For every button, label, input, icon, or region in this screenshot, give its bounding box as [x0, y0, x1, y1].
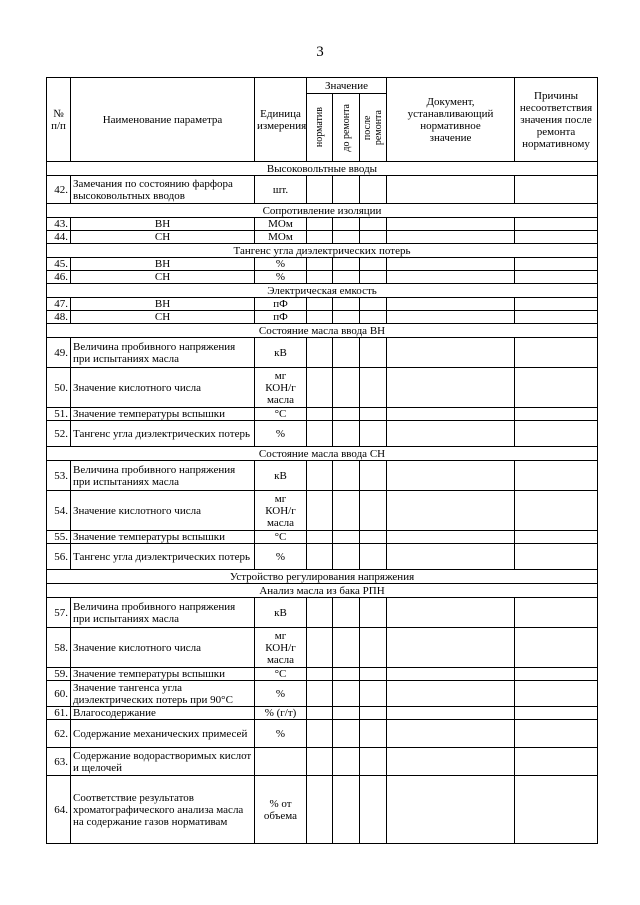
value-before-cell[interactable] [333, 707, 360, 720]
row-number: 52. [47, 421, 71, 447]
parameter-name: СН [71, 311, 255, 324]
value-normative-cell[interactable] [307, 748, 333, 776]
value-after-cell[interactable] [360, 218, 387, 231]
document-cell[interactable] [387, 461, 515, 491]
value-before-cell[interactable] [333, 368, 360, 408]
value-before-cell[interactable] [333, 231, 360, 244]
value-after-cell[interactable] [360, 408, 387, 421]
row-number: 47. [47, 298, 71, 311]
value-normative-cell[interactable] [307, 776, 333, 844]
unit-cell: кВ [255, 461, 307, 491]
value-after-cell[interactable] [360, 231, 387, 244]
row-number: 58. [47, 628, 71, 668]
table-row [47, 531, 598, 544]
reasons-cell[interactable] [515, 231, 598, 244]
value-before-cell[interactable] [333, 258, 360, 271]
document-cell[interactable] [387, 531, 515, 544]
reasons-cell[interactable] [515, 338, 598, 368]
row-number: 50. [47, 368, 71, 408]
reasons-cell[interactable] [515, 707, 598, 720]
unit-cell: шт. [255, 176, 307, 204]
section-row [47, 584, 598, 598]
value-before-cell[interactable] [333, 531, 360, 544]
row-number: 61. [47, 707, 71, 720]
value-normative-cell[interactable] [307, 707, 333, 720]
table-row [47, 298, 598, 311]
unit-cell: °С [255, 668, 307, 681]
table-row [47, 628, 598, 668]
row-number: 64. [47, 776, 71, 844]
value-before-cell[interactable] [333, 628, 360, 668]
value-before-cell[interactable] [333, 176, 360, 204]
unit-cell: мг КОН/г масла [255, 491, 307, 531]
value-before-cell[interactable] [333, 461, 360, 491]
document-cell[interactable] [387, 707, 515, 720]
value-before-cell[interactable] [333, 338, 360, 368]
value-after-cell[interactable] [360, 531, 387, 544]
row-number: 48. [47, 311, 71, 324]
parameter-name: СН [71, 271, 255, 284]
value-after-cell[interactable] [360, 298, 387, 311]
unit-cell: % [255, 258, 307, 271]
parameter-name: Величина пробивного напряжения при испытаниях масла [71, 598, 255, 628]
parameter-name: Тангенс угла диэлектрических потерь [71, 544, 255, 570]
reasons-cell[interactable] [515, 544, 598, 570]
value-normative-cell[interactable] [307, 531, 333, 544]
value-normative-cell[interactable] [307, 408, 333, 421]
row-number: 57. [47, 598, 71, 628]
row-number: 51. [47, 408, 71, 421]
row-number: 44. [47, 231, 71, 244]
row-number: 49. [47, 338, 71, 368]
header-name: Наименование параметра [71, 78, 255, 162]
table-row [47, 311, 598, 324]
table-row [47, 491, 598, 531]
value-after-cell[interactable] [360, 707, 387, 720]
header-value-before-repair: до ремонта [333, 94, 360, 162]
value-before-cell[interactable] [333, 298, 360, 311]
table-row [47, 338, 598, 368]
table-row [47, 421, 598, 447]
value-normative-cell[interactable] [307, 298, 333, 311]
unit-cell: °С [255, 531, 307, 544]
value-before-cell[interactable] [333, 218, 360, 231]
row-number: 54. [47, 491, 71, 531]
parameter-name: ВН [71, 258, 255, 271]
parameter-name: Соответствие результатов хроматографического анализа масла на содержание газов нормативам [71, 776, 255, 844]
unit-cell [255, 748, 307, 776]
header-unit: Единица измерения [255, 78, 307, 162]
value-normative-cell[interactable] [307, 271, 333, 284]
row-number: 62. [47, 720, 71, 748]
reasons-cell[interactable] [515, 408, 598, 421]
unit-cell: кВ [255, 338, 307, 368]
value-after-cell[interactable] [360, 720, 387, 748]
parameter-name: Содержание механических примесей [71, 720, 255, 748]
document-cell[interactable] [387, 598, 515, 628]
document-cell[interactable] [387, 298, 515, 311]
section-row [47, 324, 598, 338]
header-value-after-repair: после ремонта [360, 94, 387, 162]
parameter-name: Значение тангенса угла диэлектрических потерь при 90°С [71, 681, 255, 707]
value-after-cell[interactable] [360, 544, 387, 570]
table-row [47, 776, 598, 844]
reasons-cell[interactable] [515, 258, 598, 271]
value-before-cell[interactable] [333, 748, 360, 776]
row-number: 59. [47, 668, 71, 681]
header-num: № п/п [47, 78, 71, 162]
header-document: Документ, устанавливающий нормативное значение [387, 78, 515, 162]
reasons-cell[interactable] [515, 461, 598, 491]
value-after-cell[interactable] [360, 338, 387, 368]
value-before-cell[interactable] [333, 681, 360, 707]
section-title: Устройство регулирования напряжения [47, 570, 598, 584]
value-normative-cell[interactable] [307, 628, 333, 668]
document-cell[interactable] [387, 258, 515, 271]
value-normative-cell[interactable] [307, 258, 333, 271]
table-row [47, 231, 598, 244]
unit-cell: мг КОН/г масла [255, 628, 307, 668]
section-row [47, 284, 598, 298]
value-before-cell[interactable] [333, 408, 360, 421]
parameter-name: Значение кислотного числа [71, 491, 255, 531]
document-cell[interactable] [387, 176, 515, 204]
document-cell[interactable] [387, 368, 515, 408]
document-cell[interactable] [387, 681, 515, 707]
value-before-cell[interactable] [333, 776, 360, 844]
row-number: 55. [47, 531, 71, 544]
value-after-cell[interactable] [360, 748, 387, 776]
reasons-cell[interactable] [515, 491, 598, 531]
document-cell[interactable] [387, 231, 515, 244]
value-before-cell[interactable] [333, 668, 360, 681]
table-row [47, 668, 598, 681]
parameter-name: Значение температуры вспышки [71, 531, 255, 544]
value-before-cell[interactable] [333, 311, 360, 324]
reasons-cell[interactable] [515, 598, 598, 628]
table-row [47, 368, 598, 408]
unit-cell: % [255, 271, 307, 284]
table-row [47, 707, 598, 720]
parameter-name: Тангенс угла диэлектрических потерь [71, 421, 255, 447]
value-after-cell[interactable] [360, 598, 387, 628]
value-after-cell[interactable] [360, 258, 387, 271]
header-value-normative: норматив [307, 94, 333, 162]
unit-cell: мг КОН/г масла [255, 368, 307, 408]
parameter-name: Значение температуры вспышки [71, 408, 255, 421]
document-cell[interactable] [387, 338, 515, 368]
row-number: 46. [47, 271, 71, 284]
value-normative-cell[interactable] [307, 491, 333, 531]
value-after-cell[interactable] [360, 668, 387, 681]
parameter-name: Влагосодержание [71, 707, 255, 720]
reasons-cell[interactable] [515, 421, 598, 447]
document-cell[interactable] [387, 271, 515, 284]
reasons-cell[interactable] [515, 776, 598, 844]
value-normative-cell[interactable] [307, 461, 333, 491]
document-cell[interactable] [387, 408, 515, 421]
document-cell[interactable] [387, 668, 515, 681]
value-before-cell[interactable] [333, 271, 360, 284]
parameter-name: ВН [71, 298, 255, 311]
reasons-cell[interactable] [515, 218, 598, 231]
reasons-cell[interactable] [515, 311, 598, 324]
unit-cell: кВ [255, 598, 307, 628]
row-number: 42. [47, 176, 71, 204]
document-cell[interactable] [387, 748, 515, 776]
document-cell[interactable] [387, 776, 515, 844]
unit-cell: °С [255, 408, 307, 421]
reasons-cell[interactable] [515, 176, 598, 204]
reasons-cell[interactable] [515, 531, 598, 544]
reasons-cell[interactable] [515, 720, 598, 748]
table-row [47, 544, 598, 570]
unit-cell: % [255, 681, 307, 707]
section-row [47, 244, 598, 258]
document-cell[interactable] [387, 544, 515, 570]
unit-cell: % [255, 544, 307, 570]
unit-cell: % [255, 421, 307, 447]
table-row [47, 271, 598, 284]
table-row [47, 681, 598, 707]
value-after-cell[interactable] [360, 368, 387, 408]
parameter-name: Значение температуры вспышки [71, 668, 255, 681]
value-normative-cell[interactable] [307, 421, 333, 447]
table-row [47, 598, 598, 628]
reasons-cell[interactable] [515, 668, 598, 681]
section-row [47, 162, 598, 176]
document-cell[interactable] [387, 421, 515, 447]
value-after-cell[interactable] [360, 491, 387, 531]
value-after-cell[interactable] [360, 271, 387, 284]
value-after-cell[interactable] [360, 461, 387, 491]
parameter-name: ВН [71, 218, 255, 231]
section-title: Сопротивление изоляции [47, 204, 598, 218]
reasons-cell[interactable] [515, 628, 598, 668]
value-normative-cell[interactable] [307, 668, 333, 681]
parameters-table [46, 77, 598, 844]
row-number: 60. [47, 681, 71, 707]
row-number: 45. [47, 258, 71, 271]
section-title: Электрическая емкость [47, 284, 598, 298]
document-cell[interactable] [387, 491, 515, 531]
unit-cell: % от объема [255, 776, 307, 844]
value-normative-cell[interactable] [307, 338, 333, 368]
parameter-name: Значение кислотного числа [71, 368, 255, 408]
section-row [47, 204, 598, 218]
row-number: 63. [47, 748, 71, 776]
section-title: Высоковольтные вводы [47, 162, 598, 176]
parameter-name: СН [71, 231, 255, 244]
section-title: Состояние масла ввода СН [47, 447, 598, 461]
value-before-cell[interactable] [333, 544, 360, 570]
reasons-cell[interactable] [515, 271, 598, 284]
value-normative-cell[interactable] [307, 598, 333, 628]
value-normative-cell[interactable] [307, 311, 333, 324]
reasons-cell[interactable] [515, 681, 598, 707]
value-normative-cell[interactable] [307, 231, 333, 244]
unit-cell: пФ [255, 298, 307, 311]
parameter-name: Содержание водорастворимых кислот и щелочей [71, 748, 255, 776]
section-row [47, 447, 598, 461]
reasons-cell[interactable] [515, 748, 598, 776]
value-normative-cell[interactable] [307, 544, 333, 570]
value-after-cell[interactable] [360, 628, 387, 668]
parameter-name: Величина пробивного напряжения при испытаниях масла [71, 461, 255, 491]
value-before-cell[interactable] [333, 598, 360, 628]
document-cell[interactable] [387, 628, 515, 668]
document-cell[interactable] [387, 720, 515, 748]
value-after-cell[interactable] [360, 681, 387, 707]
unit-cell: % [255, 720, 307, 748]
table-row [47, 218, 598, 231]
parameter-name: Значение кислотного числа [71, 628, 255, 668]
unit-cell: % (г/т) [255, 707, 307, 720]
section-row [47, 570, 598, 584]
row-number: 56. [47, 544, 71, 570]
value-normative-cell[interactable] [307, 681, 333, 707]
row-number: 43. [47, 218, 71, 231]
header-reasons: Причины несоответствия значения после ремонта нормативному [515, 78, 598, 162]
section-title: Анализ масла из бака РПН [47, 584, 598, 598]
row-number: 53. [47, 461, 71, 491]
unit-cell: пФ [255, 311, 307, 324]
value-normative-cell[interactable] [307, 218, 333, 231]
table-row [47, 720, 598, 748]
table-row [47, 258, 598, 271]
value-after-cell[interactable] [360, 776, 387, 844]
value-before-cell[interactable] [333, 421, 360, 447]
document-cell[interactable] [387, 218, 515, 231]
parameter-name: Замечания по состоянию фарфора высоковольтных вводов [71, 176, 255, 204]
page-number: 3 [316, 44, 324, 60]
value-before-cell[interactable] [333, 491, 360, 531]
table-row [47, 176, 598, 204]
value-normative-cell[interactable] [307, 176, 333, 204]
value-normative-cell[interactable] [307, 720, 333, 748]
table-row [47, 408, 598, 421]
value-after-cell[interactable] [360, 421, 387, 447]
value-after-cell[interactable] [360, 311, 387, 324]
section-title: Тангенс угла диэлектрических потерь [47, 244, 598, 258]
value-before-cell[interactable] [333, 720, 360, 748]
reasons-cell[interactable] [515, 368, 598, 408]
table-row [47, 748, 598, 776]
section-title: Состояние масла ввода ВН [47, 324, 598, 338]
reasons-cell[interactable] [515, 298, 598, 311]
unit-cell: МОм [255, 218, 307, 231]
document-cell[interactable] [387, 311, 515, 324]
header-value: Значение [307, 78, 387, 94]
unit-cell: МОм [255, 231, 307, 244]
value-normative-cell[interactable] [307, 368, 333, 408]
table-row [47, 461, 598, 491]
parameter-name: Величина пробивного напряжения при испытаниях масла [71, 338, 255, 368]
value-after-cell[interactable] [360, 176, 387, 204]
